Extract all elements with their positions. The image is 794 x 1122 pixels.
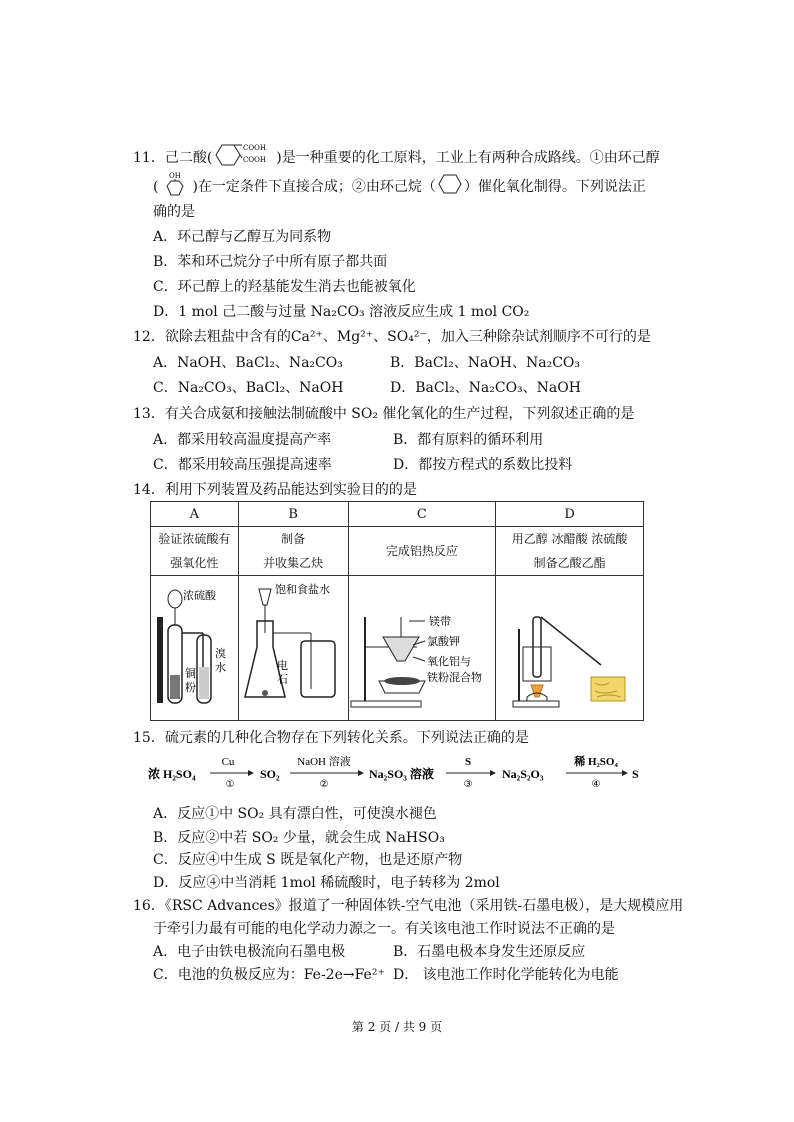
q12-option-d: D．BaCl₂、Na₂CO₃、NaOH — [390, 380, 581, 396]
q11-text: 11．己二酸( — [133, 150, 213, 166]
q13-option-a: A．都采用较高温度提高产率 — [153, 432, 332, 448]
q15-option-c: C．反应④中生成 S 既是氧化产物，也是还原产物 — [153, 852, 463, 868]
q14-apparatus-table — [150, 501, 644, 721]
label-conc-h2so4: 浓硫酸 — [183, 588, 217, 602]
q11-line1 — [133, 142, 660, 174]
apparatus-d-diagram — [497, 577, 643, 717]
page-number-footer: 第 2 页 / 共 9 页 — [351, 1020, 443, 1034]
q15-stem: 15．硫元素的几种化合物存在下列转化关系。下列说法正确的是 — [133, 730, 529, 746]
q11-option-c: C．环己醇上的羟基能发生消去也能被氧化 — [153, 279, 416, 295]
q14-desc-c-line1: 完成铝热反应 — [385, 544, 458, 558]
q13-option-d: D．都按方程式的系数比投料 — [393, 457, 573, 473]
q14-apparatus-a — [151, 576, 239, 721]
q14-desc-a — [151, 527, 239, 576]
q11-text: )是一种重要的化工原料，工业上有两种合成路线。①由环己醇 — [276, 150, 660, 166]
scheme-conc-h2so4: 浓 H₂SO₄ — [148, 767, 196, 781]
q14-desc-a-line2: 强氧化性 — [170, 556, 219, 570]
q14-desc-b — [238, 527, 348, 576]
scheme-arrow1-reagent: Cu — [221, 756, 235, 768]
q16-option-b: B．石墨电极本身发生还原反应 — [393, 944, 586, 960]
q11-option-a: A．环己醇与乙醇互为同系物 — [153, 229, 332, 245]
cyclohexanol-structure — [158, 171, 192, 203]
label-bromine-2: 水 — [215, 660, 227, 674]
label-al-oxide: 氧化铝与 — [426, 654, 471, 668]
q12-option-c: C．Na₂CO₃、BaCl₂、NaOH — [153, 380, 344, 396]
q11-option-b: B．苯和环己烷分子中所有原子都共面 — [153, 254, 388, 270]
q16-option-c: C．电池的负极反应为：Fe-2e→Fe²⁺ — [153, 967, 385, 983]
adipic-cooh-top: COOH — [243, 144, 267, 152]
label-carbide-2: 石 — [277, 672, 289, 686]
scheme-na2s2o3: Na₂S₂O₃ — [502, 767, 544, 781]
apparatus-a-diagram — [151, 577, 237, 717]
q16-line1: 16．《RSC Advances》报道了一种固体铁-空气电池（采用铁-石墨电极），是大规模应用 — [133, 898, 684, 914]
q11-option-d: D．1 mol 己二酸与过量 Na₂CO₃ 溶液反应生成 1 mol CO₂ — [153, 304, 530, 320]
q11-text: )在一定条件下直接合成；②由环己烷（ — [192, 179, 436, 195]
q15-option-b: B．反应②中若 SO₂ 少量，就会生成 NaHSO₃ — [153, 830, 445, 846]
q11-line3: 确的是 — [153, 204, 195, 220]
label-kclo3: 氯酸钾 — [426, 634, 460, 648]
q13-stem: 13．有关合成氨和接触法制硫酸中 SO₂ 催化氧化的生产过程，下列叙述正确的是 — [133, 406, 635, 422]
label-fe-mixture: 铁粉混合物 — [426, 670, 482, 684]
scheme-arrow4-reagent: 稀 H₂SO₄ — [574, 756, 618, 768]
cyclohexane-structure — [436, 172, 464, 202]
scheme-arrow2-reagent: NaOH 溶液 — [297, 756, 351, 768]
apparatus-c-diagram — [349, 577, 495, 717]
label-copper-1: 铜 — [185, 666, 197, 680]
q14-apparatus-b — [238, 576, 348, 721]
q14-header-c: C — [348, 502, 496, 527]
q14-header-a: A — [151, 502, 239, 527]
q14-desc-b-line2: 并收集乙炔 — [263, 556, 324, 570]
label-mg-ribbon: 镁带 — [428, 614, 451, 628]
q13-option-b: B．都有原料的循环利用 — [393, 432, 544, 448]
scheme-arrow4-step: ④ — [591, 779, 601, 790]
scheme-arrow3-step: ③ — [463, 779, 473, 790]
q12-stem: 12．欲除去粗盐中含有的Ca²⁺、Mg²⁺、SO₄²⁻，加入三种除杂试剂顺序不可行的是 — [133, 329, 651, 345]
q16-option-a: A．电子由铁电极流向石墨电极 — [153, 944, 346, 960]
q11-line2 — [153, 171, 646, 203]
apparatus-b-diagram — [239, 577, 347, 717]
label-carbide-1: 电 — [277, 658, 289, 672]
q15-option-d: D．反应④中当消耗 1mol 稀硫酸时，电子转移为 2mol — [153, 875, 500, 891]
scheme-na2so3: Na₂SO₃ 溶液 — [369, 767, 434, 781]
q12-option-a: A．NaOH、BaCl₂、Na₂CO₃ — [153, 355, 343, 371]
scheme-arrow3-reagent: S — [464, 756, 472, 768]
q16-option-d: D． 该电池工作时化学能转化为电能 — [393, 967, 619, 983]
q14-stem: 14．利用下列装置及药品能达到实验目的的是 — [133, 482, 417, 498]
q14-desc-c — [348, 527, 496, 576]
q11-text: ( — [153, 179, 159, 195]
q16-line2: 于牵引力最有可能的电化学动力源之一。有关该电池工作时说法不正确的是 — [153, 921, 615, 937]
cyclohexanol-oh: OH — [169, 172, 182, 180]
q14-apparatus-c — [348, 576, 496, 721]
q14-header-b: B — [238, 502, 348, 527]
q14-apparatus-d — [496, 576, 644, 721]
adipic-cooh-bottom: COOH — [243, 156, 267, 164]
scheme-s: S — [632, 767, 639, 781]
q14-desc-d — [496, 527, 644, 576]
label-brine: 饱和食盐水 — [275, 582, 331, 596]
adipic-acid-structure — [212, 142, 276, 174]
q15-reaction-scheme — [148, 755, 648, 794]
scheme-so2: SO₂ — [260, 767, 280, 781]
q14-desc-b-line1: 制备 — [281, 532, 306, 546]
q14-desc-a-line1: 验证浓硫酸有 — [158, 532, 231, 546]
label-bromine-1: 溴 — [215, 646, 227, 660]
q12-option-b: B．BaCl₂、NaOH、Na₂CO₃ — [390, 355, 581, 371]
q11-text: ）催化氧化制得。下列说法正 — [463, 179, 646, 195]
q13-option-c: C．都采用较高压强提高速率 — [153, 457, 332, 473]
scheme-arrow2-step: ② — [319, 779, 329, 790]
scheme-arrow1-step: ① — [225, 779, 235, 790]
q14-desc-d-line2: 制备乙酸乙酯 — [533, 556, 606, 570]
q14-desc-d-line1: 用乙醇 冰醋酸 浓硫酸 — [511, 532, 628, 546]
q15-option-a: A．反应①中 SO₂ 具有漂白性，可使溴水褪色 — [153, 806, 437, 822]
q14-header-d: D — [496, 502, 644, 527]
label-copper-2: 粉 — [185, 680, 197, 694]
